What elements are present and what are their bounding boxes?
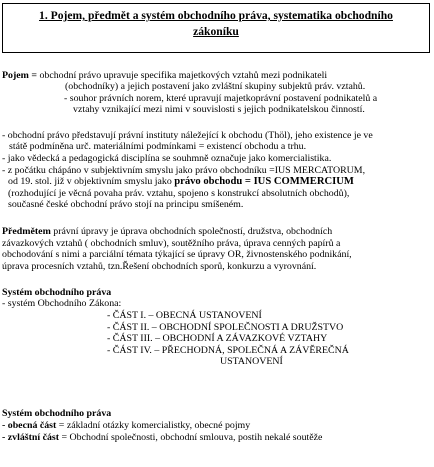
pojem-def1-l1: obchodní právo upravuje specifika majetkových vztahů mezi podnikateli xyxy=(39,70,328,81)
part-4-cont: USTANOVENÍ xyxy=(220,356,283,367)
pojem-def1-l2: (obchodníky) a jejich postavení jako zvláštní skupiny subjektů práv. vztahů. xyxy=(65,81,366,92)
part-2: - ČÁST II. – OBCHODNÍ SPOLEČNOSTI A DRUŽSTVO xyxy=(107,322,344,333)
part-1: - ČÁST I. – OBECNÁ USTANOVENÍ xyxy=(107,310,262,321)
obecna-label: - obecná část xyxy=(2,420,57,431)
part-4: - ČÁST IV. – PŘECHODNÁ, SPOLEČNÁ A ZÁVĚREČNÁ xyxy=(107,345,349,356)
obecna-cast xyxy=(2,420,250,431)
obecna-text: = základní otázky komercialistky, obecné pojmy xyxy=(56,420,251,431)
title-line-2: zákoníku xyxy=(193,25,239,38)
pojem-label: Pojem xyxy=(2,70,29,81)
bullet-2: - jako vědecká a pedagogická disciplína se souhmně označuje jako komercialistika. xyxy=(2,153,332,164)
ius-commercium: právo obchodu = IUS COMMERCIUM xyxy=(174,176,354,187)
pojem-eq: = xyxy=(28,70,40,81)
system-intro: - systém Obchodního Zákona: xyxy=(2,298,122,309)
bullet-1-l1: - obchodní právo představují právní instituty náležející k obchodu (Thöl), jeho existence je ve xyxy=(2,130,373,141)
bullet-1-l2: státě podmíněna urč. materiálními podmínkami = existencí obchodu a trhu. xyxy=(9,141,307,152)
part-3: - ČÁST III. – OBCHODNÍ A ZÁVAZKOVÉ VZTAHY xyxy=(107,333,328,344)
bullet-3-l4: současné české obchodní právo stojí na principu smíšeném. xyxy=(8,199,244,210)
predmet-l1: právní úpravy je úprava obchodních společností, družstva, obchodních xyxy=(50,226,333,237)
bullet-3-l1: - z počátku chápáno v subjektivním smyslu jako právo obchodníku =IUS MERCATORUM, xyxy=(2,165,366,176)
zvlastni-label: - zvláštní část xyxy=(2,432,60,443)
bullet-3-l2-text: od 19. stol. již v objektivním smyslu jako xyxy=(8,176,175,187)
zvlastni-text: = Obchodní společnosti, obchodní smlouva, postih nekalé soutěže xyxy=(59,432,323,443)
predmet-line-1 xyxy=(2,226,332,237)
system-heading-2: Systém obchodního práva xyxy=(2,408,112,419)
pojem-line-1 xyxy=(2,70,327,81)
zvlastni-cast xyxy=(2,432,322,443)
predmet-l4: úprava procesních vztahů, tzn.Řešení obchodních sporů, konkurzu a vyrovnání. xyxy=(2,261,317,272)
predmet-l3: obchodování s nimi a parciální témata týkající se úpravy OR, živnostenského podnikání, xyxy=(2,249,352,260)
pojem-def2-l2: vztahy vznikající mezi nimi v souvislosti s jejich podnikatelskou činností. xyxy=(73,104,365,115)
bullet-3-l2 xyxy=(8,176,354,187)
system-heading-1: Systém obchodního práva xyxy=(2,287,112,298)
pojem-def2-l1: - souhor právních norem, které upravují majetkoprávní postavení podnikatelů a xyxy=(64,93,378,104)
title-box xyxy=(2,3,430,53)
bullet-3-l3: (rozhodující je věcná povaha práv. vztahu, spojeno s konstrukcí absolutních obchodů), xyxy=(8,188,350,199)
predmet-label: Předmětem xyxy=(2,226,51,237)
predmet-l2: závazkových vztahů ( obchodních smluv), soutěžního práva, úprava cenných papírů a xyxy=(2,238,341,249)
title-line-1: 1. Pojem, předmět a systém obchodního práva, systematika obchodního xyxy=(39,9,393,22)
